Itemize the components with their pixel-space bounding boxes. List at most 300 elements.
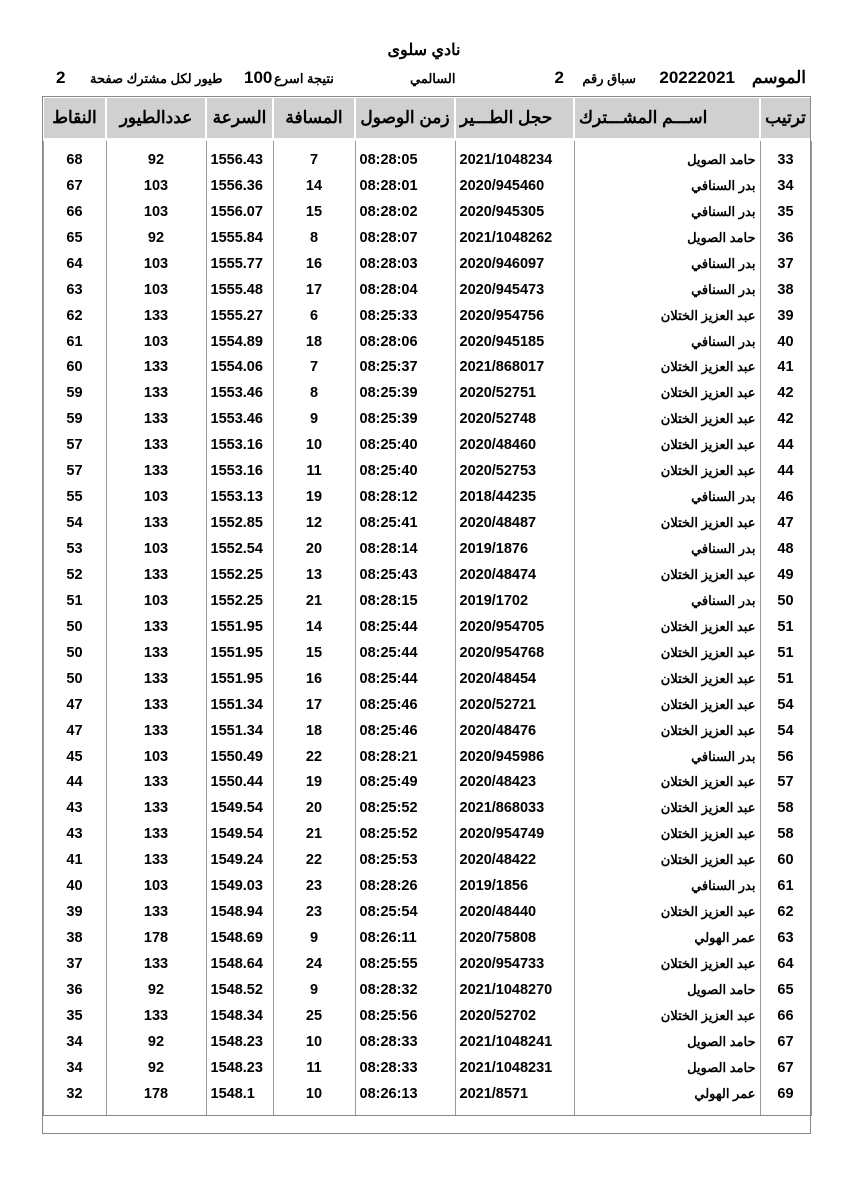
cell-distance: 22 xyxy=(273,744,355,770)
cell-points: 57 xyxy=(43,432,106,458)
table-row xyxy=(43,847,811,873)
cell-member-name: عبد العزيز الختلان xyxy=(574,1003,760,1029)
cell-arrival-time: 08:25:46 xyxy=(355,692,455,718)
cell-speed: 1549.54 xyxy=(206,821,273,847)
cell-arrival-time: 08:25:54 xyxy=(355,899,455,925)
cell-rank: 40 xyxy=(760,329,811,355)
cell-distance: 19 xyxy=(273,484,355,510)
table-row xyxy=(43,251,811,277)
cell-speed: 1548.23 xyxy=(206,1055,273,1081)
cell-arrival-time: 08:25:40 xyxy=(355,458,455,484)
cell-ring: 2020/48440 xyxy=(455,899,574,925)
cell-rank: 58 xyxy=(760,821,811,847)
cell-member-name: عمر الهولي xyxy=(574,1081,760,1115)
cell-speed: 1551.95 xyxy=(206,666,273,692)
fastest-value: 100 xyxy=(244,68,273,87)
cell-distance: 21 xyxy=(273,588,355,614)
cell-ring: 2020/954733 xyxy=(455,951,574,977)
cell-speed: 1548.64 xyxy=(206,951,273,977)
cell-rank: 42 xyxy=(760,380,811,406)
cell-speed: 1548.52 xyxy=(206,977,273,1003)
cell-ring: 2020/945305 xyxy=(455,199,574,225)
cell-ring: 2020/945473 xyxy=(455,277,574,303)
cell-ring: 2019/1702 xyxy=(455,588,574,614)
cell-member-name: بدر السنافي xyxy=(574,277,760,303)
table-row xyxy=(43,951,811,977)
cell-points: 64 xyxy=(43,251,106,277)
cell-member-name: عبد العزيز الختلان xyxy=(574,692,760,718)
cell-ring: 2021/1048241 xyxy=(455,1029,574,1055)
cell-speed: 1556.43 xyxy=(206,140,273,173)
cell-speed: 1552.25 xyxy=(206,562,273,588)
season-label: الموسم xyxy=(751,68,806,87)
cell-speed: 1549.03 xyxy=(206,873,273,899)
cell-rank: 61 xyxy=(760,873,811,899)
cell-distance: 17 xyxy=(273,277,355,303)
cell-speed: 1555.77 xyxy=(206,251,273,277)
cell-speed: 1548.1 xyxy=(206,1081,273,1115)
cell-bird-count: 133 xyxy=(106,380,206,406)
cell-ring: 2020/48423 xyxy=(455,770,574,796)
cell-rank: 36 xyxy=(760,225,811,251)
cell-speed: 1556.36 xyxy=(206,173,273,199)
cell-speed: 1548.94 xyxy=(206,899,273,925)
cell-points: 57 xyxy=(43,458,106,484)
cell-distance: 25 xyxy=(273,1003,355,1029)
cell-speed: 1555.48 xyxy=(206,277,273,303)
cell-member-name: عبد العزيز الختلان xyxy=(574,614,760,640)
cell-arrival-time: 08:25:56 xyxy=(355,1003,455,1029)
cell-ring: 2021/1048231 xyxy=(455,1055,574,1081)
cell-distance: 23 xyxy=(273,899,355,925)
cell-ring: 2020/945986 xyxy=(455,744,574,770)
cell-member-name: بدر السنافي xyxy=(574,484,760,510)
cell-rank: 51 xyxy=(760,614,811,640)
cell-points: 59 xyxy=(43,406,106,432)
cell-member-name: عبد العزيز الختلان xyxy=(574,847,760,873)
cell-points: 43 xyxy=(43,821,106,847)
race-value: 2 xyxy=(554,68,564,87)
cell-rank: 38 xyxy=(760,277,811,303)
cell-arrival-time: 08:25:55 xyxy=(355,951,455,977)
cell-bird-count: 133 xyxy=(106,951,206,977)
cell-rank: 44 xyxy=(760,432,811,458)
cell-distance: 20 xyxy=(273,795,355,821)
cell-points: 68 xyxy=(43,140,106,173)
cell-member-name: عبد العزيز الختلان xyxy=(574,951,760,977)
col-points: النقاط xyxy=(43,97,106,140)
table-row xyxy=(43,925,811,951)
cell-ring: 2020/48487 xyxy=(455,510,574,536)
cell-bird-count: 103 xyxy=(106,484,206,510)
table-row xyxy=(43,510,811,536)
table-row xyxy=(43,484,811,510)
cell-points: 38 xyxy=(43,925,106,951)
cell-ring: 2019/1876 xyxy=(455,536,574,562)
cell-speed: 1553.16 xyxy=(206,458,273,484)
cell-bird-count: 133 xyxy=(106,303,206,329)
cell-arrival-time: 08:28:04 xyxy=(355,277,455,303)
cell-points: 34 xyxy=(43,1055,106,1081)
cell-ring: 2020/48422 xyxy=(455,847,574,873)
cell-distance: 8 xyxy=(273,380,355,406)
cell-arrival-time: 08:25:44 xyxy=(355,614,455,640)
cell-bird-count: 103 xyxy=(106,199,206,225)
cell-speed: 1551.34 xyxy=(206,718,273,744)
cell-speed: 1551.34 xyxy=(206,692,273,718)
race-label: سباق رقم xyxy=(582,71,636,86)
cell-arrival-time: 08:28:32 xyxy=(355,977,455,1003)
cell-rank: 51 xyxy=(760,666,811,692)
table-row xyxy=(43,536,811,562)
cell-bird-count: 178 xyxy=(106,925,206,951)
cell-rank: 42 xyxy=(760,406,811,432)
cell-rank: 69 xyxy=(760,1081,811,1115)
table-row xyxy=(43,640,811,666)
table-row xyxy=(43,199,811,225)
cell-arrival-time: 08:25:37 xyxy=(355,355,455,381)
cell-rank: 39 xyxy=(760,303,811,329)
cell-rank: 54 xyxy=(760,718,811,744)
table-row xyxy=(43,225,811,251)
cell-distance: 7 xyxy=(273,355,355,381)
cell-ring: 2020/52702 xyxy=(455,1003,574,1029)
header-row xyxy=(43,97,811,140)
cell-points: 41 xyxy=(43,847,106,873)
cell-speed: 1553.46 xyxy=(206,380,273,406)
cell-bird-count: 92 xyxy=(106,225,206,251)
cell-points: 51 xyxy=(43,588,106,614)
table-row xyxy=(43,899,811,925)
cell-ring: 2020/954705 xyxy=(455,614,574,640)
cell-distance: 6 xyxy=(273,303,355,329)
col-rank: ترتيب xyxy=(760,97,811,140)
club-title: نادي سلوى xyxy=(387,42,461,59)
table-row xyxy=(43,1081,811,1115)
cell-member-name: عبد العزيز الختلان xyxy=(574,640,760,666)
cell-bird-count: 133 xyxy=(106,355,206,381)
cell-member-name: بدر السنافي xyxy=(574,199,760,225)
cell-arrival-time: 08:25:33 xyxy=(355,303,455,329)
cell-speed: 1552.85 xyxy=(206,510,273,536)
cell-distance: 11 xyxy=(273,458,355,484)
table-row xyxy=(43,406,811,432)
cell-bird-count: 103 xyxy=(106,277,206,303)
cell-rank: 66 xyxy=(760,1003,811,1029)
table-row xyxy=(43,821,811,847)
table-row xyxy=(43,744,811,770)
cell-ring: 2021/1048262 xyxy=(455,225,574,251)
cell-bird-count: 92 xyxy=(106,140,206,173)
cell-rank: 47 xyxy=(760,510,811,536)
cell-arrival-time: 08:25:52 xyxy=(355,795,455,821)
cell-arrival-time: 08:25:53 xyxy=(355,847,455,873)
cell-ring: 2020/52748 xyxy=(455,406,574,432)
cell-distance: 18 xyxy=(273,329,355,355)
cell-bird-count: 133 xyxy=(106,847,206,873)
cell-member-name: حامد الصويل xyxy=(574,1055,760,1081)
table-row xyxy=(43,1055,811,1081)
cell-member-name: بدر السنافي xyxy=(574,536,760,562)
cell-bird-count: 103 xyxy=(106,329,206,355)
cell-points: 55 xyxy=(43,484,106,510)
cell-arrival-time: 08:28:07 xyxy=(355,225,455,251)
cell-distance: 10 xyxy=(273,1029,355,1055)
cell-points: 32 xyxy=(43,1081,106,1115)
cell-distance: 17 xyxy=(273,692,355,718)
cell-ring: 2018/44235 xyxy=(455,484,574,510)
fastest-label: نتيجة اسرع xyxy=(274,71,334,86)
cell-member-name: بدر السنافي xyxy=(574,251,760,277)
cell-distance: 9 xyxy=(273,977,355,1003)
cell-rank: 60 xyxy=(760,847,811,873)
cell-points: 62 xyxy=(43,303,106,329)
cell-points: 44 xyxy=(43,770,106,796)
cell-distance: 9 xyxy=(273,925,355,951)
cell-bird-count: 92 xyxy=(106,1055,206,1081)
col-speed: السرعة xyxy=(206,97,273,140)
cell-rank: 64 xyxy=(760,951,811,977)
cell-member-name: عبد العزيز الختلان xyxy=(574,355,760,381)
cell-bird-count: 133 xyxy=(106,614,206,640)
cell-rank: 34 xyxy=(760,173,811,199)
cell-distance: 22 xyxy=(273,847,355,873)
cell-points: 59 xyxy=(43,380,106,406)
cell-bird-count: 103 xyxy=(106,173,206,199)
cell-rank: 62 xyxy=(760,899,811,925)
table-row xyxy=(43,718,811,744)
cell-arrival-time: 08:28:03 xyxy=(355,251,455,277)
cell-points: 52 xyxy=(43,562,106,588)
cell-speed: 1553.16 xyxy=(206,432,273,458)
col-distance: المسافة xyxy=(273,97,355,140)
cell-speed: 1553.13 xyxy=(206,484,273,510)
cell-rank: 48 xyxy=(760,536,811,562)
cell-rank: 51 xyxy=(760,640,811,666)
cell-points: 34 xyxy=(43,1029,106,1055)
cell-rank: 46 xyxy=(760,484,811,510)
cell-ring: 2020/52721 xyxy=(455,692,574,718)
table-row xyxy=(43,873,811,899)
cell-ring: 2021/868017 xyxy=(455,355,574,381)
cell-member-name: بدر السنافي xyxy=(574,173,760,199)
cell-rank: 56 xyxy=(760,744,811,770)
results-table xyxy=(42,96,812,1116)
cell-speed: 1548.69 xyxy=(206,925,273,951)
cell-bird-count: 133 xyxy=(106,821,206,847)
cell-distance: 11 xyxy=(273,1055,355,1081)
cell-bird-count: 133 xyxy=(106,510,206,536)
cell-member-name: عبد العزيز الختلان xyxy=(574,406,760,432)
cell-ring: 2020/48460 xyxy=(455,432,574,458)
cell-ring: 2020/954756 xyxy=(455,303,574,329)
cell-points: 47 xyxy=(43,718,106,744)
cell-points: 35 xyxy=(43,1003,106,1029)
cell-arrival-time: 08:28:33 xyxy=(355,1029,455,1055)
cell-rank: 33 xyxy=(760,140,811,173)
cell-rank: 41 xyxy=(760,355,811,381)
cell-arrival-time: 08:25:49 xyxy=(355,770,455,796)
cell-speed: 1553.46 xyxy=(206,406,273,432)
cell-arrival-time: 08:28:33 xyxy=(355,1055,455,1081)
cell-member-name: عبد العزيز الختلان xyxy=(574,510,760,536)
cell-distance: 16 xyxy=(273,666,355,692)
cell-ring: 2020/954768 xyxy=(455,640,574,666)
table-row xyxy=(43,458,811,484)
cell-points: 53 xyxy=(43,536,106,562)
cell-distance: 15 xyxy=(273,640,355,666)
cell-speed: 1549.54 xyxy=(206,795,273,821)
cell-distance: 9 xyxy=(273,406,355,432)
table-row xyxy=(43,1029,811,1055)
cell-distance: 14 xyxy=(273,173,355,199)
table-row xyxy=(43,562,811,588)
cell-bird-count: 92 xyxy=(106,1029,206,1055)
cell-member-name: بدر السنافي xyxy=(574,329,760,355)
cell-points: 43 xyxy=(43,795,106,821)
cell-distance: 14 xyxy=(273,614,355,640)
cell-rank: 57 xyxy=(760,770,811,796)
cell-member-name: بدر السنافي xyxy=(574,873,760,899)
cell-member-name: عبد العزيز الختلان xyxy=(574,303,760,329)
cell-bird-count: 133 xyxy=(106,640,206,666)
page-value: 2 xyxy=(56,68,66,87)
cell-rank: 67 xyxy=(760,1055,811,1081)
cell-member-name: بدر السنافي xyxy=(574,588,760,614)
cell-rank: 49 xyxy=(760,562,811,588)
cell-ring: 2019/1856 xyxy=(455,873,574,899)
cell-rank: 65 xyxy=(760,977,811,1003)
cell-bird-count: 103 xyxy=(106,536,206,562)
table-row xyxy=(43,977,811,1003)
cell-rank: 67 xyxy=(760,1029,811,1055)
cell-arrival-time: 08:26:11 xyxy=(355,925,455,951)
cell-ring: 2021/1048270 xyxy=(455,977,574,1003)
cell-speed: 1552.25 xyxy=(206,588,273,614)
cell-member-name: حامد الصويل xyxy=(574,140,760,173)
cell-rank: 37 xyxy=(760,251,811,277)
cell-points: 50 xyxy=(43,640,106,666)
cell-speed: 1550.44 xyxy=(206,770,273,796)
cell-arrival-time: 08:25:46 xyxy=(355,718,455,744)
cell-speed: 1555.84 xyxy=(206,225,273,251)
cell-member-name: حامد الصويل xyxy=(574,1029,760,1055)
cell-bird-count: 133 xyxy=(106,692,206,718)
cell-distance: 10 xyxy=(273,432,355,458)
cell-arrival-time: 08:26:13 xyxy=(355,1081,455,1115)
cell-bird-count: 103 xyxy=(106,251,206,277)
table-row xyxy=(43,795,811,821)
cell-points: 63 xyxy=(43,277,106,303)
cell-ring: 2020/48454 xyxy=(455,666,574,692)
cell-member-name: عبد العزيز الختلان xyxy=(574,899,760,925)
table-row xyxy=(43,277,811,303)
cell-points: 39 xyxy=(43,899,106,925)
cell-bird-count: 133 xyxy=(106,718,206,744)
cell-arrival-time: 08:28:21 xyxy=(355,744,455,770)
cell-member-name: عبد العزيز الختلان xyxy=(574,795,760,821)
cell-member-name: عبد العزيز الختلان xyxy=(574,770,760,796)
cell-bird-count: 133 xyxy=(106,770,206,796)
col-arrival-time: زمن الوصول xyxy=(355,97,455,140)
cell-ring: 2021/1048234 xyxy=(455,140,574,173)
cell-bird-count: 103 xyxy=(106,588,206,614)
cell-member-name: حامد الصويل xyxy=(574,977,760,1003)
col-bird-count: عددالطيور xyxy=(106,97,206,140)
season-value: 20222021 xyxy=(659,68,735,87)
table-row xyxy=(43,173,811,199)
cell-arrival-time: 08:28:15 xyxy=(355,588,455,614)
cell-rank: 58 xyxy=(760,795,811,821)
cell-distance: 8 xyxy=(273,225,355,251)
cell-arrival-time: 08:25:44 xyxy=(355,666,455,692)
col-ring: حجل الطـــير xyxy=(455,97,574,140)
cell-arrival-time: 08:28:12 xyxy=(355,484,455,510)
cell-points: 36 xyxy=(43,977,106,1003)
cell-arrival-time: 08:25:52 xyxy=(355,821,455,847)
cell-distance: 20 xyxy=(273,536,355,562)
cell-bird-count: 133 xyxy=(106,432,206,458)
cell-points: 40 xyxy=(43,873,106,899)
table-row xyxy=(43,303,811,329)
table-row xyxy=(43,1003,811,1029)
cell-points: 45 xyxy=(43,744,106,770)
cell-bird-count: 133 xyxy=(106,666,206,692)
cell-ring: 2021/8571 xyxy=(455,1081,574,1115)
cell-member-name: عبد العزيز الختلان xyxy=(574,432,760,458)
cell-distance: 10 xyxy=(273,1081,355,1115)
cell-distance: 13 xyxy=(273,562,355,588)
table-row xyxy=(43,329,811,355)
cell-arrival-time: 08:25:43 xyxy=(355,562,455,588)
cell-points: 66 xyxy=(43,199,106,225)
cell-ring: 2020/954749 xyxy=(455,821,574,847)
cell-bird-count: 92 xyxy=(106,977,206,1003)
cell-ring: 2021/868033 xyxy=(455,795,574,821)
cell-arrival-time: 08:25:39 xyxy=(355,380,455,406)
table-row xyxy=(43,770,811,796)
cell-bird-count: 133 xyxy=(106,406,206,432)
cell-speed: 1554.06 xyxy=(206,355,273,381)
cell-distance: 24 xyxy=(273,951,355,977)
cell-points: 60 xyxy=(43,355,106,381)
cell-rank: 44 xyxy=(760,458,811,484)
cell-arrival-time: 08:28:14 xyxy=(355,536,455,562)
cell-member-name: حامد الصويل xyxy=(574,225,760,251)
cell-rank: 35 xyxy=(760,199,811,225)
cell-speed: 1549.24 xyxy=(206,847,273,873)
cell-distance: 15 xyxy=(273,199,355,225)
cell-arrival-time: 08:25:39 xyxy=(355,406,455,432)
cell-rank: 54 xyxy=(760,692,811,718)
cell-member-name: عمر الهولي xyxy=(574,925,760,951)
cell-points: 50 xyxy=(43,614,106,640)
cell-arrival-time: 08:28:01 xyxy=(355,173,455,199)
cell-member-name: بدر السنافي xyxy=(574,744,760,770)
cell-arrival-time: 08:28:26 xyxy=(355,873,455,899)
cell-ring: 2020/946097 xyxy=(455,251,574,277)
cell-points: 37 xyxy=(43,951,106,977)
table-row xyxy=(43,355,811,381)
cell-arrival-time: 08:28:02 xyxy=(355,199,455,225)
cell-speed: 1555.27 xyxy=(206,303,273,329)
cell-member-name: عبد العزيز الختلان xyxy=(574,821,760,847)
cell-distance: 18 xyxy=(273,718,355,744)
cell-speed: 1552.54 xyxy=(206,536,273,562)
cell-arrival-time: 08:25:40 xyxy=(355,432,455,458)
cell-speed: 1551.95 xyxy=(206,614,273,640)
per-member-label: طيور لكل مشترك صفحة xyxy=(90,71,223,86)
